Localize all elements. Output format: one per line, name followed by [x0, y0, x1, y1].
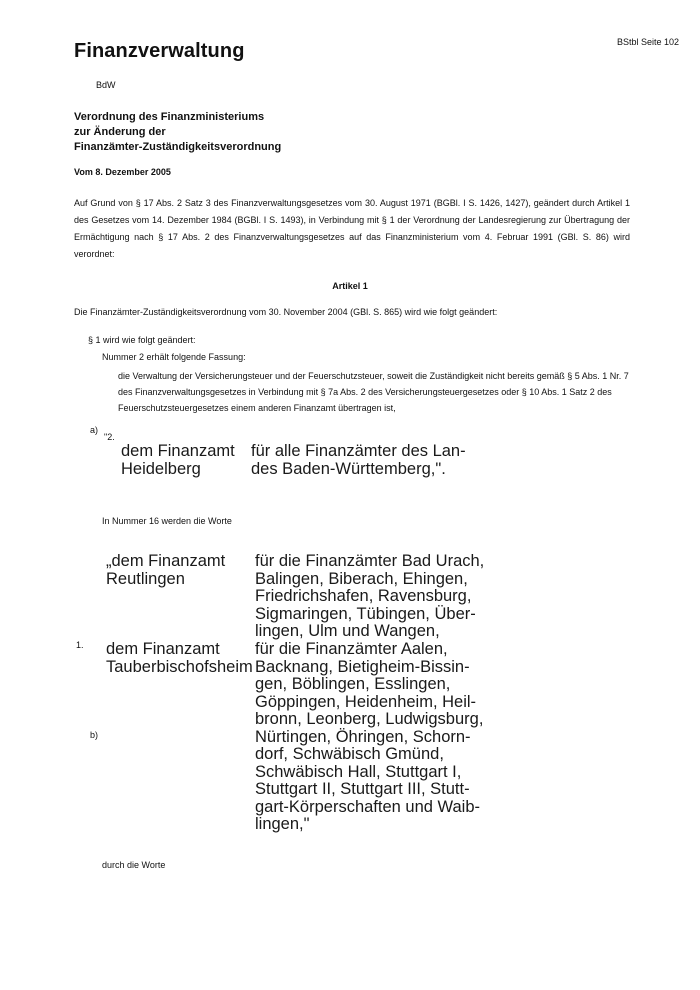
scan-line: Balingen, Biberach, Ehingen,: [255, 569, 468, 588]
page-reference: BStbl Seite 102: [616, 37, 679, 47]
scan-line: bronn, Leonberg, Ludwigsburg,: [255, 710, 484, 728]
scan-line: des Baden-Württemberg,".: [251, 459, 446, 478]
item-label-b: b): [90, 730, 99, 740]
scan-line: dem Finanzamt: [106, 640, 220, 658]
scan-line: für alle Finanzämter des Lan-: [251, 442, 466, 460]
scan-line: lingen, Ulm und Wangen,: [255, 622, 440, 640]
section-1-intro: § 1 wird wie folgt geändert:: [88, 335, 196, 345]
scan-line: Heidelberg: [121, 459, 201, 478]
scan-line: gen, Böblingen, Esslingen,: [255, 675, 451, 693]
scan-line: Reutlingen: [106, 569, 185, 588]
scan-line: Schwäbisch Hall, Stuttgart I,: [255, 762, 462, 781]
department-abbrev: BdW: [96, 80, 116, 90]
number-2-intro: Nummer 2 erhält folgende Fassung:: [102, 352, 246, 362]
scan-line: für die Finanzämter Aalen,: [255, 640, 448, 658]
regulation-date: Vom 8. Dezember 2005: [74, 167, 171, 177]
scan-b2-scope: [255, 641, 483, 834]
scan-line: Sigmaringen, Tübingen, Über-: [255, 604, 476, 623]
scan-line: Backnang, Bietigheim-Bissin-: [255, 657, 470, 676]
replacement-intro: durch die Worte: [102, 860, 166, 870]
scan-line: Nürtingen, Öhringen, Schorn-: [255, 727, 471, 746]
regulation-title-line: Verordnung des Finanzministeriums: [74, 111, 265, 123]
scan-line: Tauberbischofsheim: [106, 657, 253, 676]
scan-b1-scope: [255, 553, 484, 641]
article-intro: Die Finanzämter-Zuständigkeitsverordnung vom 30. November 2004 (GBl. S. 865) wird wie folgt geändert:: [74, 307, 498, 317]
scan-line: dorf, Schwäbisch Gmünd,: [255, 745, 444, 763]
number-16-intro: In Nummer 16 werden die Worte: [102, 516, 232, 526]
scan-a-scope: [251, 443, 466, 478]
page-title: Finanzverwaltung: [74, 40, 245, 62]
regulation-title-line: zur Änderung der: [74, 126, 166, 138]
scan-line: gart-Körperschaften und Waib-: [255, 797, 480, 816]
scan-b1-office: [106, 553, 225, 588]
regulation-title-line: Finanzämter-Zuständigkeitsverordnung: [74, 141, 282, 153]
scan-line: dem Finanzamt: [121, 442, 235, 460]
number-2-text: die Verwaltung der Versicherungsteuer und der Feuerschutzsteuer, soweit die Zuständigkeit nicht bereits gemäß § 5 Abs. 1 Nr. 7 des Finanzverwaltungsgesetzes in Verbindung mit § 7a Abs. 2 des Versicherungsteuergesetzes oder § 10 Abs. 1 Satz 2 des Feuerschutzsteuergesetzes einem anderen Finanzamt übertragen ist,: [118, 371, 629, 413]
quote-number-2: "2.: [104, 432, 115, 442]
scan-line: Friedrichshafen, Ravensburg,: [255, 587, 472, 605]
scan-line: Stuttgart II, Stuttgart III, Stutt-: [255, 780, 470, 798]
scan-line: Göppingen, Heidenheim, Heil-: [255, 692, 477, 711]
scan-line: für die Finanzämter Bad Urach,: [255, 552, 485, 570]
regulation-intro: Auf Grund von § 17 Abs. 2 Satz 3 des Finanzverwaltungsgesetzes vom 30. August 1971 (BGBl. I S. 1426, 1427), geändert durch Artikel 1 des Gesetzes vom 14. Dezember 1984 (BGBl. I S. 1493), in Verbindung mit § 1 der Verordnung der Landesregierung zur Übertragung der Ermächtigung nach § 17 Abs. 2 des Finanzverwaltungsgesetzes auf das Finanzministerium vom 4. Februar 1991 (GBl. S. 86) wird verordnet:: [74, 198, 630, 259]
regulation-title: [74, 110, 281, 155]
scan-a-office: [121, 443, 235, 478]
item-label-1: 1.: [76, 640, 84, 650]
article-heading: Artikel 1: [332, 281, 368, 291]
item-label-a: a): [90, 425, 99, 435]
scan-b2-office: [106, 641, 253, 676]
scan-line: lingen,": [255, 815, 310, 833]
scan-line: „dem Finanzamt: [106, 552, 226, 570]
